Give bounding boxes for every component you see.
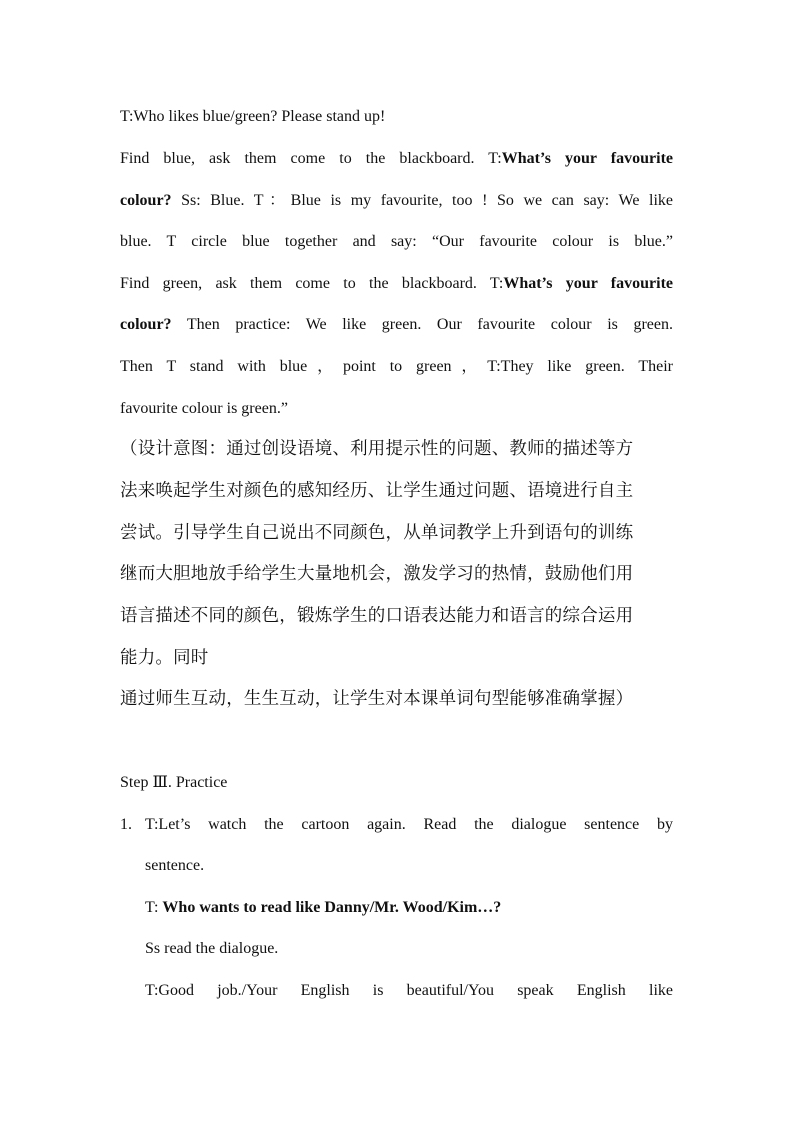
text-run: 1. xyxy=(120,816,132,833)
text-run: （设计意图：通过创设语境、利用提示性的问题、教师的描述等方 xyxy=(120,439,634,459)
text-run: Then T stand with blue，point to green，T:They like green. Their xyxy=(120,358,673,375)
list-item-line xyxy=(145,855,673,877)
design-note-line xyxy=(120,438,673,460)
list-item-line xyxy=(145,897,673,919)
text-run: 尝试。引导学生自己说出不同颜色，从单词教学上升到语句的训练 xyxy=(120,523,634,543)
text-run: 能力。同时 xyxy=(120,648,209,668)
design-note-line xyxy=(120,605,673,627)
text-line xyxy=(120,356,673,378)
text-run: favourite colour is green.” xyxy=(120,400,288,417)
list-item-line xyxy=(145,814,673,836)
text-run: Then practice: We like green. Our favourite colour is green. xyxy=(171,316,673,333)
list-item-line xyxy=(145,980,673,1002)
text-run: sentence. xyxy=(145,857,205,874)
text-run: Ss read the dialogue. xyxy=(145,940,279,957)
text-line xyxy=(120,148,673,170)
text-line xyxy=(120,231,673,253)
text-run: 语言描述不同的颜色，锻炼学生的口语表达能力和语言的综合运用 xyxy=(120,606,634,626)
text-run: Find blue, ask them come to the blackboard. T: xyxy=(120,150,502,167)
list-item-line xyxy=(145,938,673,960)
text-run: 法来唤起学生对颜色的感知经历、让学生通过问题、语境进行自主 xyxy=(120,481,634,501)
list-number xyxy=(120,814,145,836)
bold-question: What’s your favourite xyxy=(503,275,673,292)
design-note-line xyxy=(120,563,673,585)
text-line xyxy=(120,314,673,336)
bold-question: Who wants to read like Danny/Mr. Wood/Kim…? xyxy=(162,899,502,916)
section-heading xyxy=(120,772,673,794)
text-line xyxy=(120,190,673,212)
text-run: 通过师生互动，生生互动，让学生对本课单词句型能够准确掌握） xyxy=(120,689,634,709)
text-run: T:Who likes blue/green? Please stand up! xyxy=(120,108,386,125)
bold-question: colour? xyxy=(120,192,172,209)
design-note-line xyxy=(120,522,673,544)
text-run: 继而大胆地放手给学生大量地机会，激发学习的热情，鼓励他们用 xyxy=(120,564,634,584)
text-line xyxy=(120,273,673,295)
text-run: T:Good job./Your English is beautiful/You speak English like xyxy=(145,982,673,999)
text-run: Step Ⅲ. Practice xyxy=(120,774,228,791)
text-line xyxy=(120,106,673,128)
text-run: blue. T circle blue together and say: “Our favourite colour is blue.” xyxy=(120,233,673,250)
text-line xyxy=(120,398,673,420)
text-run: T:Let’s watch the cartoon again. Read the dialogue sentence by xyxy=(145,816,673,833)
text-run: T: xyxy=(145,899,163,916)
bold-question: What’s your favourite xyxy=(501,150,674,167)
design-note-line xyxy=(120,480,673,502)
text-run: Ss: Blue. T：Blue is my favourite, too ! So we can say: We like xyxy=(171,192,673,209)
text-run: Find green, ask them come to the blackboard. T: xyxy=(120,275,504,292)
design-note-line xyxy=(120,688,673,710)
bold-question: colour? xyxy=(120,316,172,333)
design-note-line xyxy=(120,647,673,669)
